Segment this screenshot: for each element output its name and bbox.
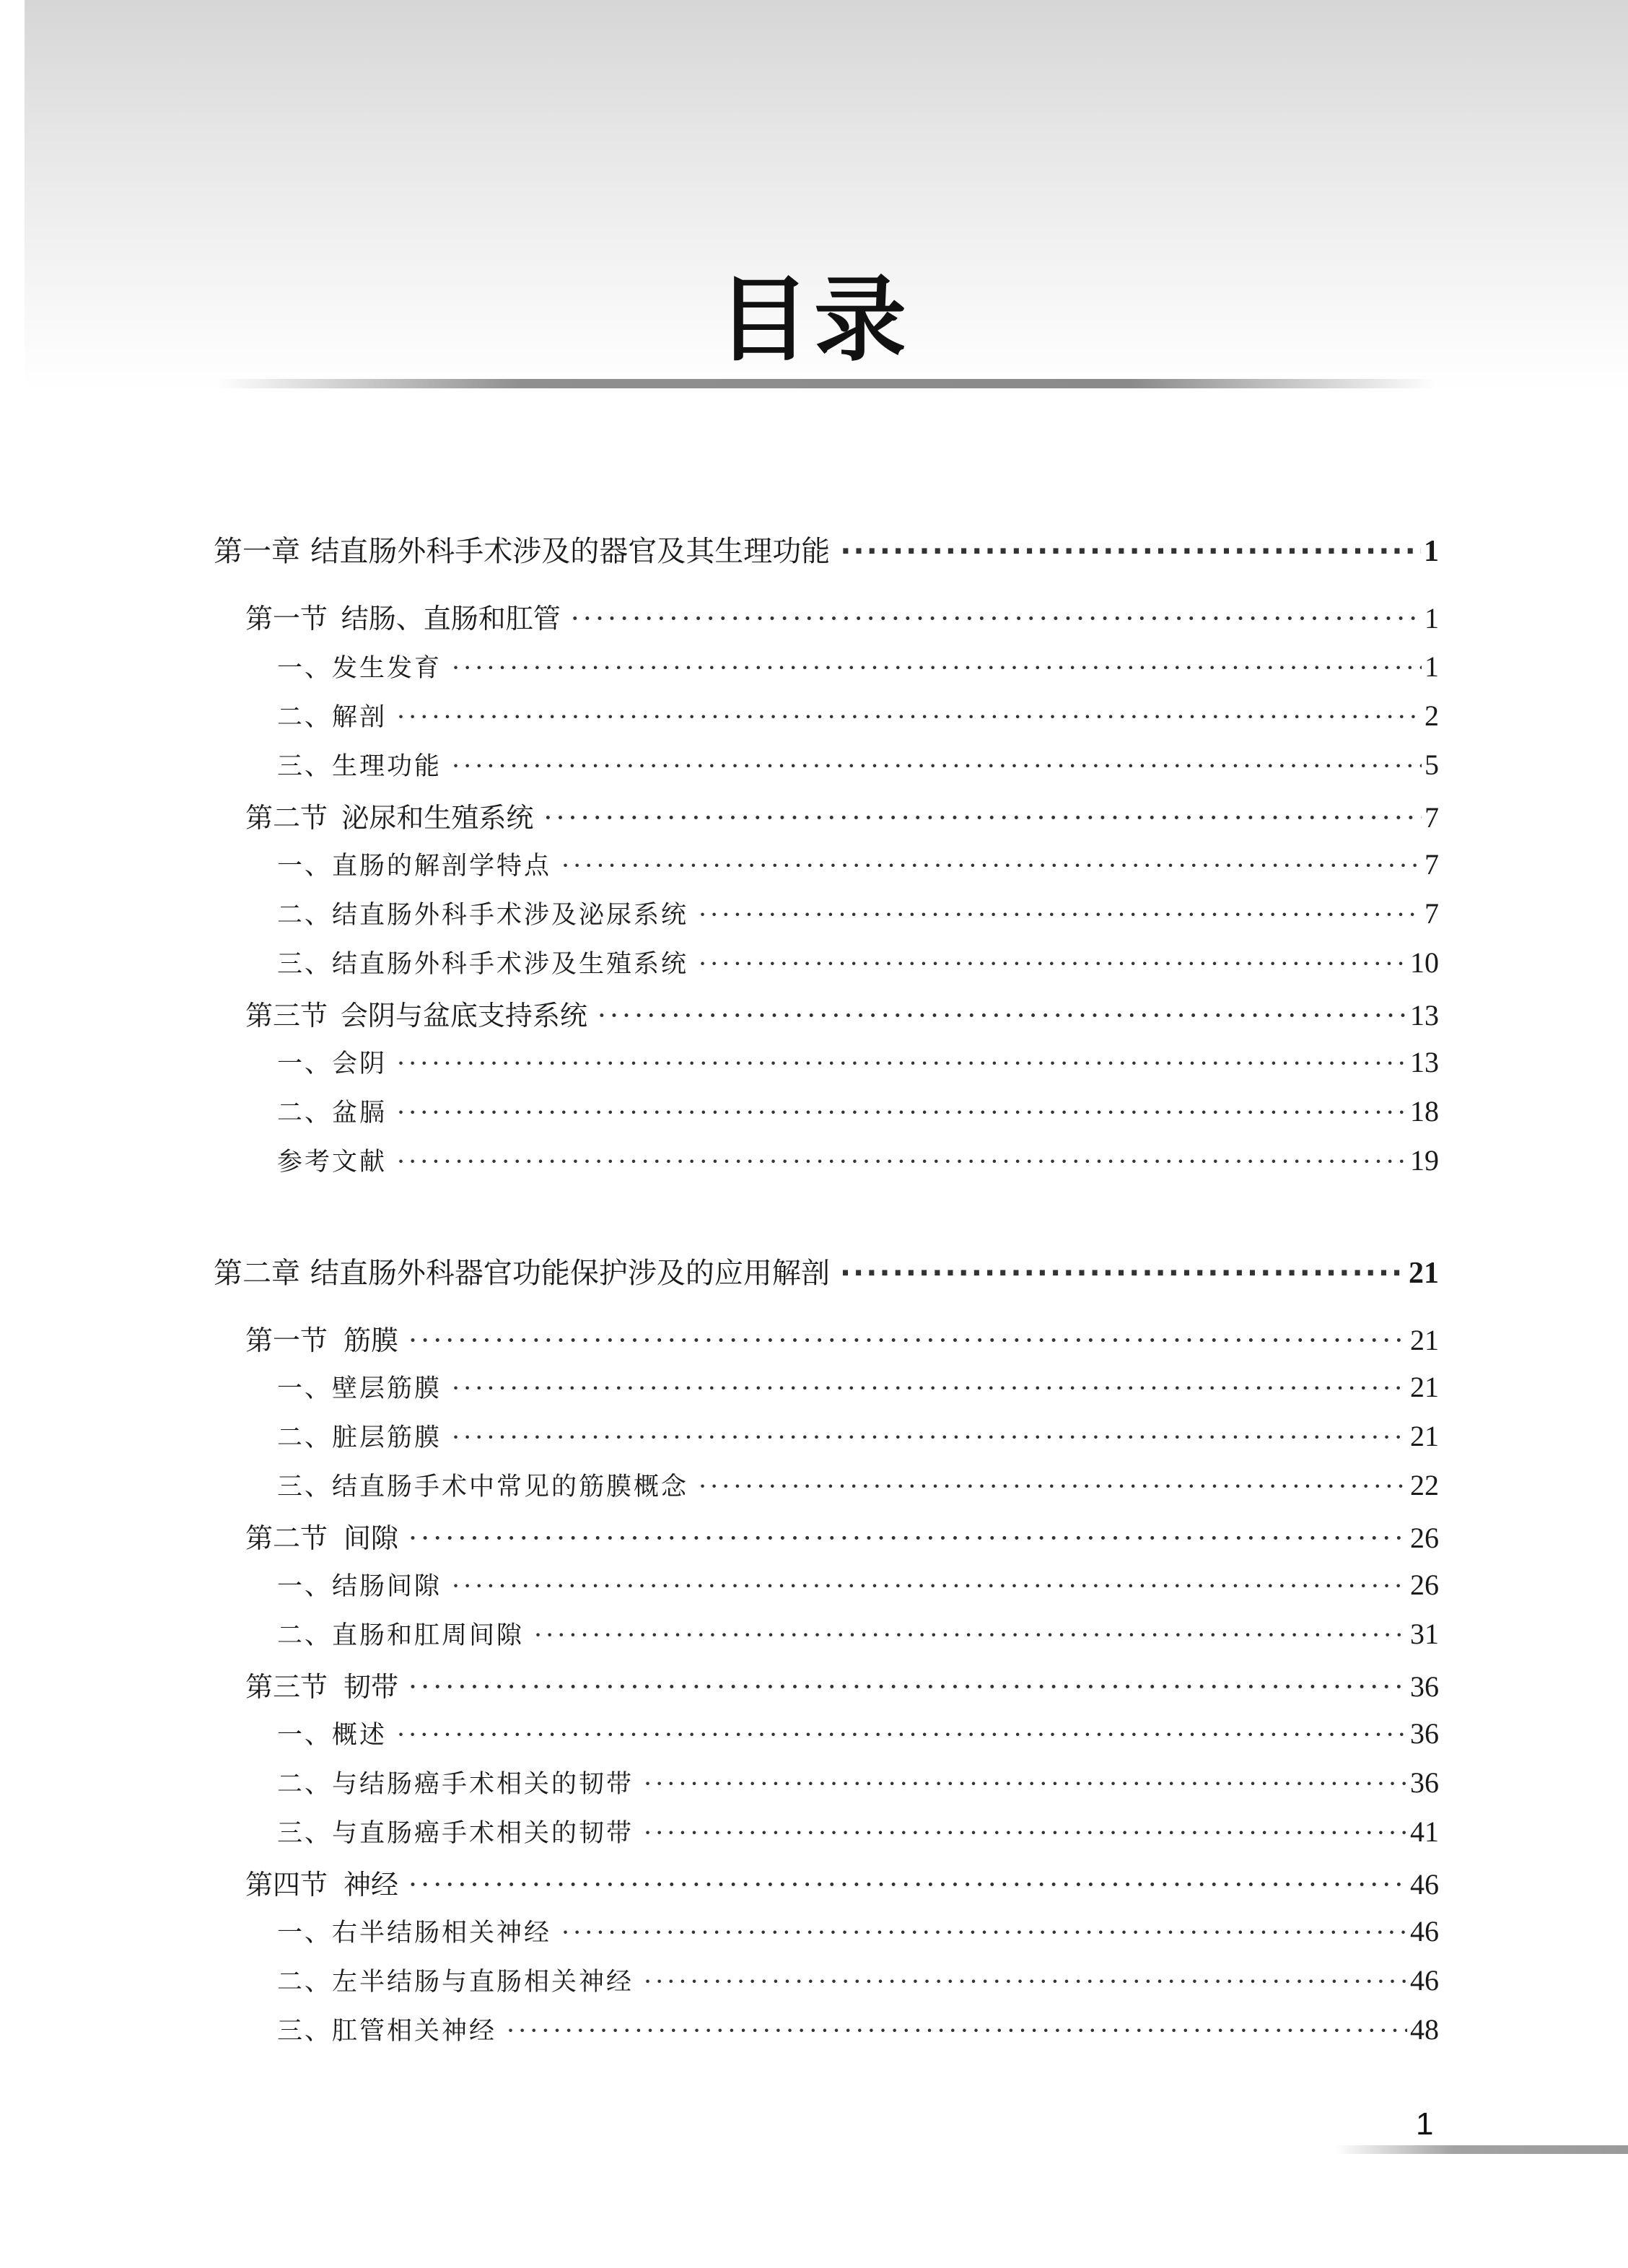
page-ref: 48: [1410, 2013, 1439, 2046]
toc-item[interactable]: [277, 1715, 1439, 1751]
page-ref: 31: [1410, 1618, 1439, 1650]
page-ref: 7: [1424, 801, 1439, 834]
dot-leader: [561, 852, 1422, 881]
dot-leader: [699, 950, 1407, 979]
item-label: 一、右半结肠相关神经: [277, 1919, 552, 1948]
item-label: 三、与直肠癌手术相关的韧带: [277, 1819, 634, 1848]
item-label: 三、结直肠手术中常见的筋膜概念: [277, 1473, 689, 1501]
dot-leader: [598, 1000, 1407, 1031]
toc-item[interactable]: [277, 1142, 1439, 1178]
dot-leader: [397, 1721, 1407, 1750]
dot-leader: [408, 1325, 1407, 1356]
dot-leader: [840, 535, 1421, 568]
page-ref: 36: [1410, 1717, 1439, 1750]
dot-leader: [452, 654, 1422, 683]
toc-section[interactable]: [245, 1318, 1439, 1358]
page-title: 目录: [717, 266, 911, 374]
dot-leader: [397, 703, 1422, 732]
toc-item[interactable]: [277, 1566, 1439, 1602]
dot-leader: [840, 1257, 1406, 1290]
page-ref: 1: [1424, 602, 1439, 634]
page-ref: 10: [1410, 946, 1439, 979]
item-label: 一、壁层筋膜: [277, 1374, 442, 1403]
item-label: 二、解剖: [277, 703, 388, 732]
toc-item[interactable]: [277, 895, 1439, 931]
item-label: 三、生理功能: [277, 752, 442, 781]
section-number: 第三节: [245, 1671, 328, 1703]
section-number: 第一节: [245, 603, 328, 634]
toc-item[interactable]: [277, 2011, 1439, 2047]
item-label: 一、会阴: [277, 1050, 388, 1078]
toc-item[interactable]: [277, 697, 1439, 733]
section-title: 筋膜: [343, 1325, 399, 1356]
dot-leader: [644, 1770, 1407, 1799]
dot-leader: [699, 1473, 1407, 1501]
item-label: 一、直肠的解剖学特点: [277, 852, 552, 881]
page-ref: 13: [1410, 1046, 1439, 1078]
toc-item[interactable]: [277, 1093, 1439, 1129]
toc-item[interactable]: [277, 1962, 1439, 1998]
item-label: 二、脏层筋膜: [277, 1423, 442, 1452]
toc-item[interactable]: [277, 1764, 1439, 1800]
dot-leader: [644, 1968, 1407, 1997]
dot-leader: [408, 1671, 1407, 1703]
dot-leader: [507, 2017, 1407, 2046]
page-ref: 21: [1410, 1420, 1439, 1452]
section-number: 第四节: [245, 1869, 328, 1901]
page-ref: 13: [1410, 999, 1439, 1031]
title-underline: [216, 379, 1436, 388]
section-number: 第二节: [245, 802, 328, 834]
page-ref: 19: [1410, 1144, 1439, 1177]
item-label: 二、左半结肠与直肠相关神经: [277, 1968, 634, 1997]
section-title: 泌尿和生殖系统: [341, 802, 534, 834]
toc-section[interactable]: [245, 1862, 1439, 1902]
page-ref: 22: [1410, 1469, 1439, 1501]
toc-section[interactable]: [245, 596, 1439, 636]
chapter-number: 第一章: [214, 535, 300, 568]
chapter-title: 结直肠外科手术涉及的器官及其生理功能: [310, 535, 831, 568]
page-ref: 1: [1424, 650, 1439, 683]
item-label: 一、发生发育: [277, 654, 442, 683]
dot-leader: [452, 1374, 1407, 1403]
section-title: 结肠、直肠和肛管: [341, 603, 561, 634]
dot-leader: [397, 1148, 1407, 1177]
dot-leader: [408, 1522, 1407, 1554]
chapter-number: 第二章: [214, 1257, 300, 1290]
item-label: 三、结直肠外科手术涉及生殖系统: [277, 950, 689, 979]
dot-leader: [397, 1050, 1407, 1078]
toc-item[interactable]: [277, 1369, 1439, 1405]
toc-item[interactable]: [277, 1467, 1439, 1503]
section-number: 第一节: [245, 1325, 328, 1356]
page-ref: 36: [1410, 1670, 1439, 1703]
page-ref: 5: [1424, 749, 1439, 781]
toc-section[interactable]: [245, 1665, 1439, 1704]
page-ref: 26: [1410, 1522, 1439, 1554]
page-ref: 46: [1410, 1964, 1439, 1997]
page-ref: 46: [1410, 1868, 1439, 1901]
item-label: 参考文献: [277, 1148, 388, 1177]
dot-leader: [452, 752, 1422, 781]
toc-item[interactable]: [277, 648, 1439, 684]
toc-item[interactable]: [277, 1418, 1439, 1454]
page-ref: 46: [1410, 1915, 1439, 1948]
section-title: 韧带: [343, 1671, 399, 1703]
item-label: 二、直肠和肛周间隙: [277, 1621, 525, 1650]
dot-leader: [561, 1919, 1407, 1948]
toc-item[interactable]: [277, 746, 1439, 782]
page-ref: 7: [1424, 848, 1439, 881]
section-title: 神经: [343, 1869, 399, 1901]
dot-leader: [452, 1423, 1407, 1452]
page-ref: 21: [1409, 1257, 1439, 1290]
page-ref: 21: [1410, 1324, 1439, 1356]
page-ref: 18: [1410, 1095, 1439, 1128]
item-label: 二、结直肠外科手术涉及泌尿系统: [277, 901, 689, 930]
page-ref: 7: [1424, 897, 1439, 930]
dot-leader: [408, 1869, 1407, 1901]
toc-section[interactable]: [245, 993, 1439, 1033]
page-number: 1: [1416, 2106, 1434, 2142]
page-ref: 21: [1410, 1371, 1439, 1403]
dot-leader: [644, 1819, 1407, 1848]
chapter-title: 结直肠外科器官功能保护涉及的应用解剖: [310, 1257, 830, 1290]
toc-chapter[interactable]: [214, 1250, 1439, 1291]
toc-item[interactable]: [277, 1615, 1439, 1652]
page-ref: 26: [1410, 1569, 1439, 1601]
section-title: 会阴与盆底支持系统: [340, 1000, 587, 1031]
item-label: 一、概述: [277, 1721, 388, 1750]
dot-leader: [452, 1572, 1407, 1601]
item-label: 二、盆膈: [277, 1099, 388, 1128]
section-number: 第二节: [245, 1522, 328, 1554]
toc-item[interactable]: [277, 1813, 1439, 1849]
toc-chapter[interactable]: [214, 528, 1439, 570]
section-number: 第三节: [245, 1000, 328, 1031]
page-ref: 36: [1410, 1766, 1439, 1799]
dot-leader: [397, 1099, 1407, 1128]
toc-section[interactable]: [245, 795, 1439, 835]
folio-rule: [1335, 2145, 1628, 2154]
page-ref: 1: [1424, 535, 1439, 568]
dot-leader: [543, 802, 1422, 834]
page-ref: 2: [1424, 699, 1439, 732]
toc-item[interactable]: [277, 1044, 1439, 1080]
section-title: 间隙: [343, 1522, 399, 1554]
toc-item[interactable]: [277, 1913, 1439, 1949]
dot-leader: [571, 603, 1422, 634]
toc-item[interactable]: [277, 944, 1439, 980]
dot-leader: [699, 901, 1422, 930]
item-label: 二、与结肠癌手术相关的韧带: [277, 1770, 634, 1799]
page-ref: 41: [1410, 1815, 1439, 1848]
toc-item[interactable]: [277, 846, 1439, 882]
toc-section[interactable]: [245, 1516, 1439, 1556]
item-label: 一、结肠间隙: [277, 1572, 442, 1601]
dot-leader: [534, 1621, 1407, 1650]
item-label: 三、肛管相关神经: [277, 2017, 497, 2046]
